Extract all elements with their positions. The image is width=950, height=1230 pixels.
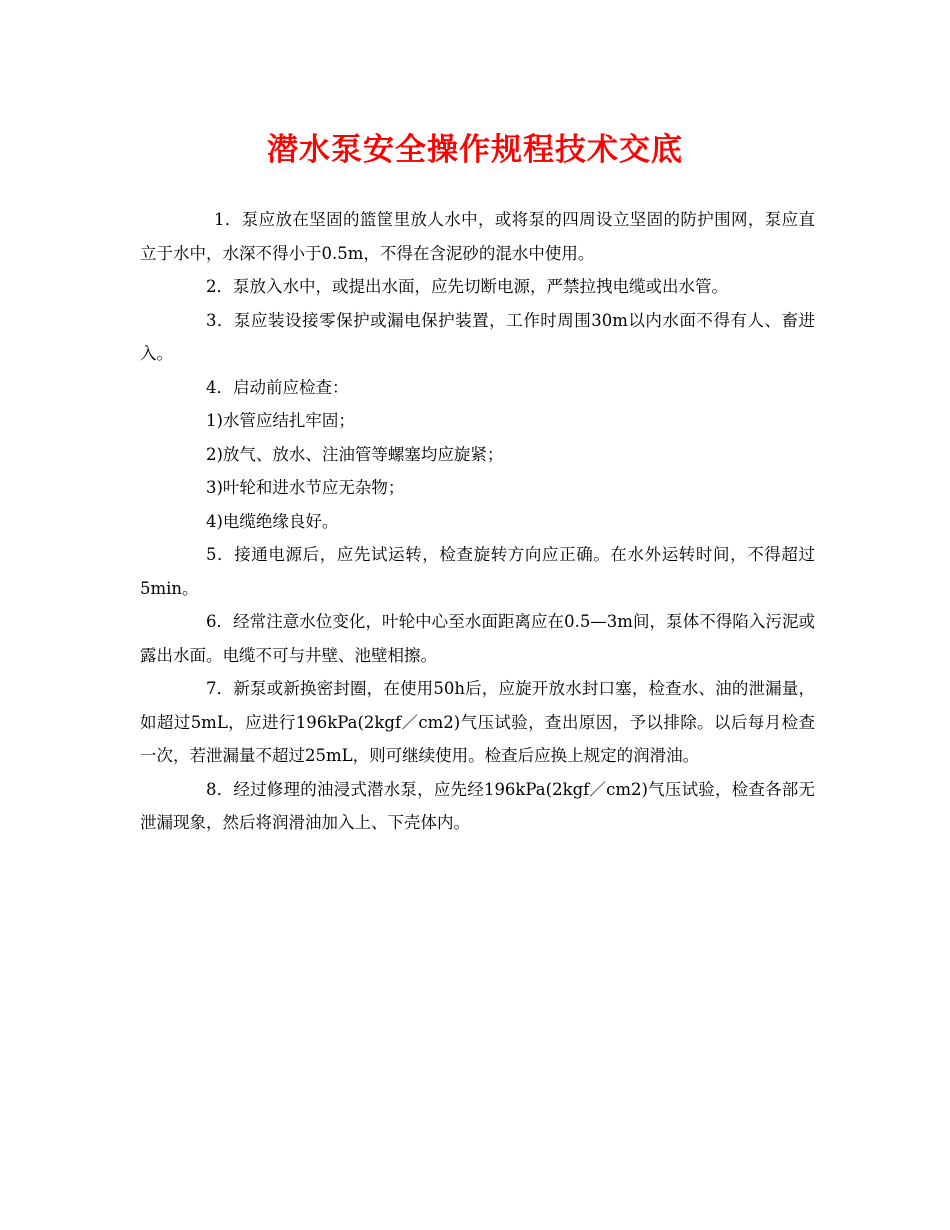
document-title: 潜水泵安全操作规程技术交底 — [267, 132, 683, 168]
checklist-item-1: 1)水管应结扎牢固； — [206, 411, 355, 430]
paragraph-3: 3．泵应装设接零保护或漏电保护装置，工作时周围30m以内水面不得有人、畜进入。 — [140, 310, 815, 363]
paragraph-7: 7．新泵或新换密封圈，在使用50h后，应旋开放水封口塞，检查水、油的泄漏量，如超过5mL，应进行196kPa(2kgf／cm2)气压试验，查出原因，予以排除。以后每月检查一次，若泄漏量不超过25mL，则可继续使用。检查后应换上规定的润滑油。 — [140, 679, 815, 765]
document-body — [140, 203, 815, 840]
paragraph-1: 1．泵应放在坚固的篮筐里放人水中，或将泵的四周设立坚固的防护围网，泵应直立于水中，水深不得小于0.5m，不得在含泥砂的混水中使用。 — [140, 210, 815, 263]
paragraph-5: 5．接通电源后，应先试运转，检查旋转方向应正确。在水外运转时间，不得超过5min。 — [140, 545, 815, 598]
checklist-item-2: 2)放气、放水、注油管等螺塞均应旋紧； — [206, 444, 504, 464]
paragraph-8: 8．经过修理的油浸式潜水泵，应先经196kPa(2kgf／cm2)气压试验，检查各部无泄漏现象，然后将润滑油加入上、下壳体内。 — [140, 779, 815, 832]
checklist-item-3: 3)叶轮和进水节应无杂物； — [206, 478, 405, 497]
paragraph-2: 2．泵放入水中，或提出水面，应先切断电源，严禁拉拽电缆或出水管。 — [206, 277, 728, 296]
paragraph-4: 4．启动前应检查： — [206, 377, 349, 397]
checklist-item-4: 4)电缆绝缘良好。 — [206, 511, 339, 531]
paragraph-6: 6．经常注意水位变化，叶轮中心至水面距离应在0.5—3m间，泵体不得陷入污泥或露出水面。电缆不可与井壁、池壁相擦。 — [140, 612, 815, 665]
